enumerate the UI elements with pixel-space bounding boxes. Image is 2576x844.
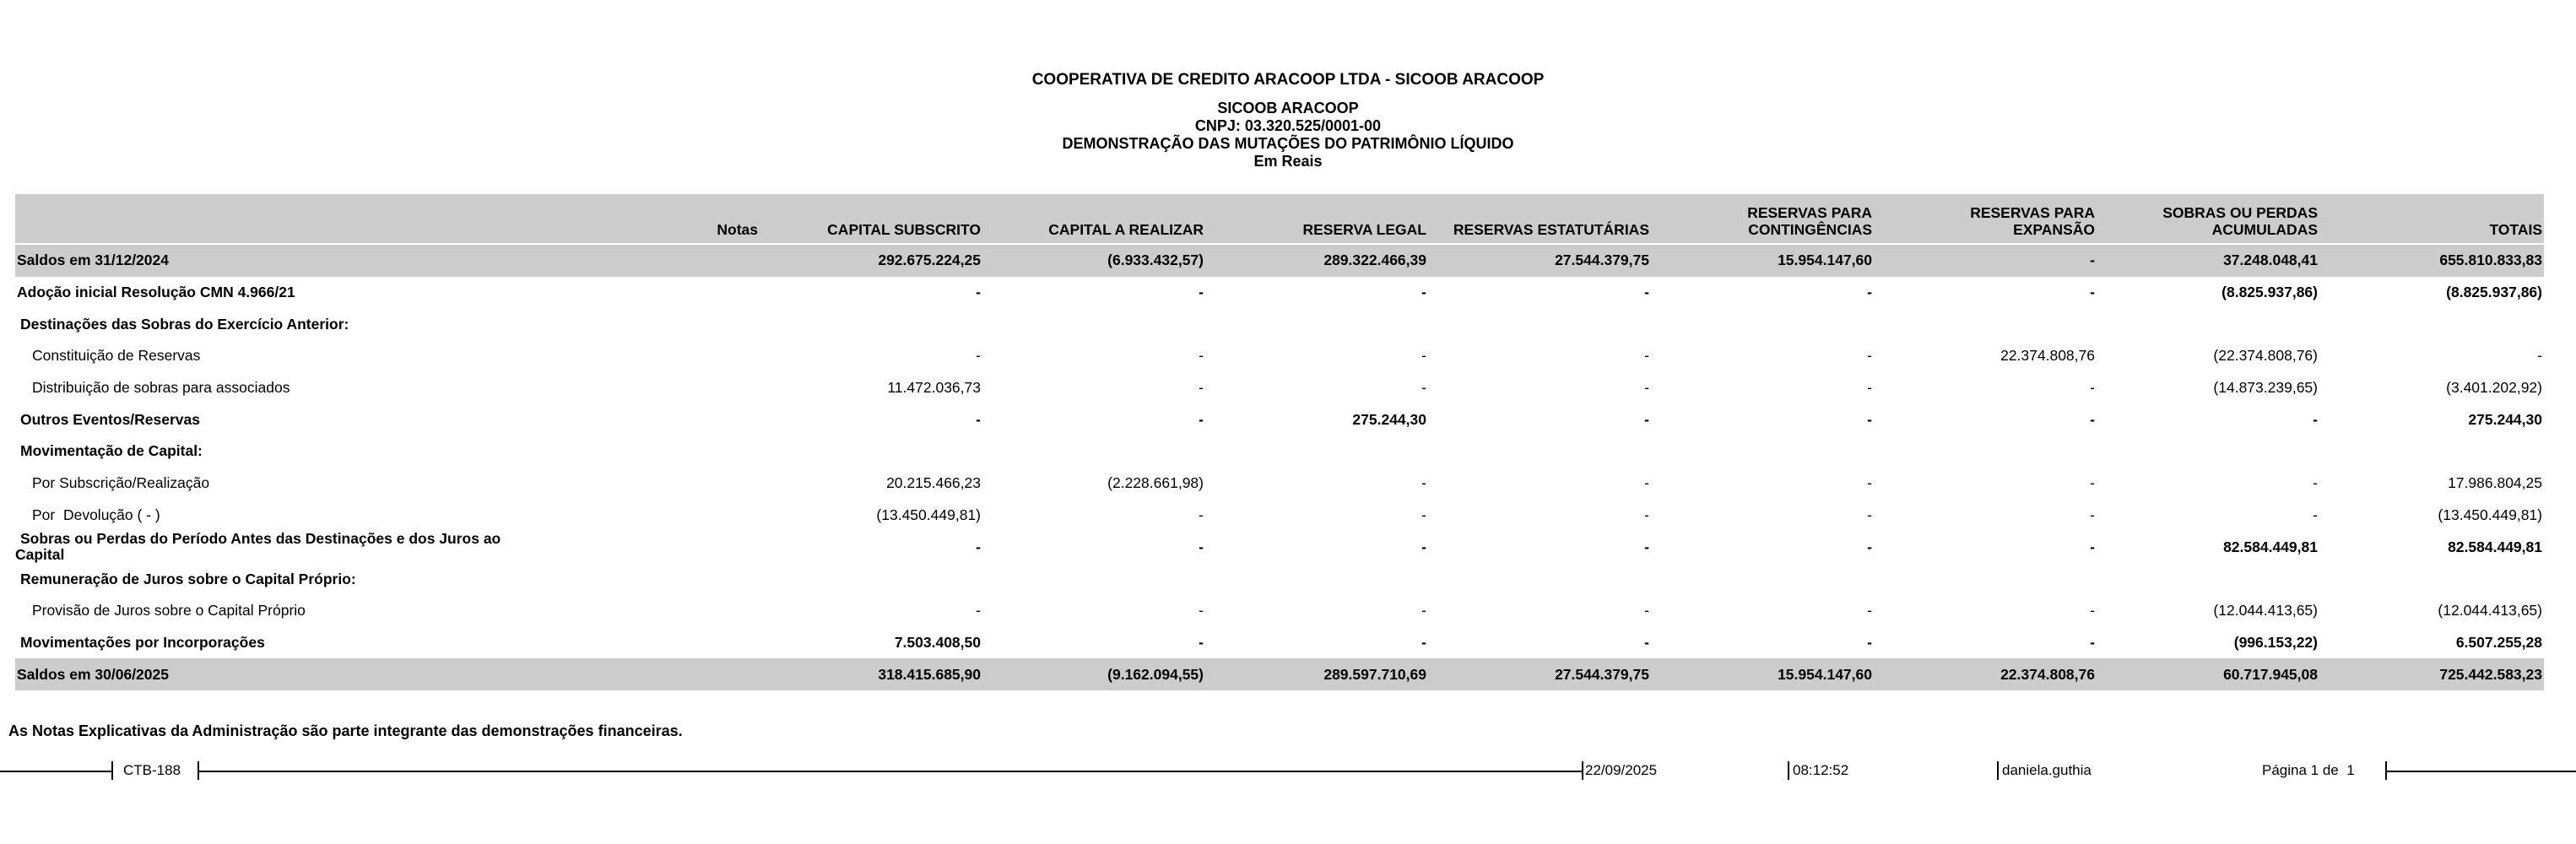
cell-value bbox=[2097, 308, 2319, 340]
cell-value: - bbox=[1199, 506, 1204, 523]
footer-page: Página 1 de 1 bbox=[2262, 762, 2355, 778]
cell-value: (14.873.239,65) bbox=[2213, 379, 2318, 397]
cell-value: - bbox=[1199, 347, 1204, 365]
cell-value: 725.442.583,23 bbox=[2319, 658, 2544, 690]
cell-value: - bbox=[1867, 347, 1872, 365]
cell-notas bbox=[535, 436, 760, 468]
cell-value: - bbox=[1644, 379, 1649, 397]
cell-value: - bbox=[1199, 284, 1204, 301]
cell-value: - bbox=[1199, 410, 1204, 428]
cell-value: - bbox=[1867, 506, 1872, 523]
row-label: Distribuição de sobras para associados bbox=[32, 379, 290, 397]
cell-value: - bbox=[1421, 506, 1426, 523]
column-header-totais: TOTAIS bbox=[2319, 194, 2544, 244]
cell-value: - bbox=[1421, 284, 1426, 301]
cell-value: - bbox=[2090, 410, 2095, 428]
company-title: COOPERATIVA DE CREDITO ARACOOP LTDA - SICOOB ARACOOP bbox=[1031, 71, 1545, 89]
table-row bbox=[15, 500, 2544, 532]
cell-value: 275.244,30 bbox=[1352, 410, 1426, 428]
cell-value: - bbox=[1867, 379, 1872, 397]
cell-notas bbox=[535, 308, 760, 340]
cell-notas bbox=[535, 595, 760, 627]
cell-notas bbox=[535, 277, 760, 309]
cell-value: 17.986.804,25 bbox=[2448, 474, 2542, 492]
row-label: Constituição de Reservas bbox=[32, 347, 201, 365]
footer-rule bbox=[0, 771, 111, 772]
cell-value: - bbox=[1644, 347, 1649, 365]
cell-value bbox=[982, 308, 1205, 340]
cell-value: (13.450.449,81) bbox=[876, 506, 981, 523]
cell-value: 22.374.808,76 bbox=[2000, 347, 2095, 365]
table-row bbox=[15, 340, 2544, 372]
footer-user: daniela.guthia bbox=[2002, 762, 2092, 778]
report-header-block bbox=[0, 100, 2576, 170]
cell-value: 292.675.224,25 bbox=[760, 244, 982, 277]
cell-value bbox=[760, 308, 982, 340]
cell-value: - bbox=[976, 284, 981, 301]
table-row bbox=[15, 436, 2544, 468]
currency-note: Em Reais bbox=[1253, 153, 1323, 170]
cell-notas bbox=[535, 563, 760, 595]
column-header-description bbox=[15, 194, 535, 244]
cell-value: - bbox=[1421, 633, 1426, 651]
cell-value bbox=[2097, 436, 2319, 468]
cell-value bbox=[1205, 308, 1428, 340]
cell-value bbox=[982, 563, 1205, 595]
cell-value: - bbox=[2313, 410, 2318, 428]
row-label: Saldos em 30/06/2025 bbox=[15, 658, 535, 690]
cell-value: (6.933.432,57) bbox=[982, 244, 1205, 277]
equity-changes-table bbox=[15, 194, 2544, 690]
cell-value: - bbox=[1867, 538, 1872, 555]
cell-value: - bbox=[1199, 633, 1204, 651]
cell-value: - bbox=[2313, 474, 2318, 492]
cell-value bbox=[2319, 563, 2544, 595]
row-label: Outros Eventos/Reservas bbox=[20, 410, 201, 428]
cell-value: - bbox=[1867, 284, 1872, 301]
cell-value: (996.153,22) bbox=[2233, 633, 2318, 651]
cell-value: - bbox=[976, 602, 981, 619]
cell-value: (22.374.808,76) bbox=[2213, 347, 2318, 365]
cell-value bbox=[1428, 308, 1651, 340]
row-label: Movimentação de Capital: bbox=[20, 442, 203, 460]
column-header-reservas-expansao: RESERVAS PARA EXPANSÃO bbox=[1874, 194, 2097, 244]
footer-separator bbox=[111, 761, 113, 780]
cell-notas bbox=[535, 468, 760, 500]
table-row bbox=[15, 277, 2544, 309]
cell-value: 60.717.945,08 bbox=[2097, 658, 2319, 690]
cell-value: 6.507.255,28 bbox=[2455, 633, 2542, 651]
cell-value: 318.415.685,90 bbox=[760, 658, 982, 690]
column-header-notas: Notas bbox=[535, 194, 760, 244]
cell-value: - bbox=[1874, 244, 2097, 277]
cell-notas bbox=[535, 531, 760, 563]
cell-value: 22.374.808,76 bbox=[1874, 658, 2097, 690]
cell-value: - bbox=[1644, 506, 1649, 523]
cell-value: (13.450.449,81) bbox=[2438, 506, 2542, 523]
cell-value: - bbox=[1867, 602, 1872, 619]
cell-value: - bbox=[1199, 538, 1204, 555]
table-row bbox=[15, 595, 2544, 627]
explanatory-note: As Notas Explicativas da Administração são parte integrante das demonstrações financeiras. bbox=[8, 722, 683, 739]
column-header-sobras-perdas: SOBRAS OU PERDAS ACUMULADAS bbox=[2097, 194, 2319, 244]
cell-value: - bbox=[1644, 474, 1649, 492]
cell-value: 27.544.379,75 bbox=[1428, 658, 1651, 690]
cell-value: - bbox=[1421, 538, 1426, 555]
cell-notas bbox=[535, 500, 760, 532]
cell-value: - bbox=[2090, 602, 2095, 619]
row-label: Sobras ou Perdas do Período Antes das Destinações e dos Juros ao Capital bbox=[15, 530, 501, 564]
cell-value: - bbox=[2090, 633, 2095, 651]
cell-value: 655.810.833,83 bbox=[2319, 244, 2544, 277]
cell-value bbox=[1428, 563, 1651, 595]
cell-value bbox=[1651, 436, 1874, 468]
cell-value: - bbox=[2090, 284, 2095, 301]
cell-notas bbox=[535, 403, 760, 436]
cnpj: CNPJ: 03.320.525/0001-00 bbox=[1194, 117, 1382, 134]
cell-notas bbox=[535, 244, 760, 277]
cell-value bbox=[1205, 436, 1428, 468]
row-label: Saldos em 31/12/2024 bbox=[15, 244, 535, 277]
cell-value: (2.228.661,98) bbox=[1107, 474, 1204, 492]
cell-value: (3.401.202,92) bbox=[2446, 379, 2542, 397]
table-row bbox=[15, 308, 2544, 340]
table-row bbox=[15, 244, 2544, 277]
cell-value: 289.597.710,69 bbox=[1205, 658, 1428, 690]
cell-value: - bbox=[1421, 379, 1426, 397]
table-row bbox=[15, 563, 2544, 595]
table-row bbox=[15, 372, 2544, 404]
footer-separator bbox=[1997, 761, 1999, 780]
cell-value: 11.472.036,73 bbox=[887, 379, 981, 397]
table-row bbox=[15, 658, 2544, 690]
cell-value: 15.954.147,60 bbox=[1651, 244, 1874, 277]
footer-rule bbox=[198, 771, 1582, 772]
cell-value bbox=[1205, 563, 1428, 595]
row-label: Remuneração de Juros sobre o Capital Próprio: bbox=[20, 570, 356, 587]
cell-value: - bbox=[2090, 538, 2095, 555]
cell-value: - bbox=[1199, 379, 1204, 397]
statement-title: DEMONSTRAÇÃO DAS MUTAÇÕES DO PATRIMÔNIO LÍQUIDO bbox=[1062, 135, 1514, 152]
cell-value: 275.244,30 bbox=[2468, 410, 2542, 428]
cell-value: - bbox=[1199, 602, 1204, 619]
column-header-capital-subscrito: CAPITAL SUBSCRITO bbox=[760, 194, 982, 244]
table-header-row bbox=[15, 194, 2544, 244]
cell-notas bbox=[535, 372, 760, 404]
cell-value: - bbox=[976, 410, 981, 428]
cell-value: - bbox=[2090, 379, 2095, 397]
column-header-reserva-legal: RESERVA LEGAL bbox=[1205, 194, 1428, 244]
table-row bbox=[15, 531, 2544, 563]
cell-value: - bbox=[1867, 633, 1872, 651]
cell-value: 7.503.408,50 bbox=[894, 633, 981, 651]
cell-value: - bbox=[1421, 347, 1426, 365]
cell-value: (8.825.937,86) bbox=[2446, 284, 2542, 301]
column-header-capital-a-realizar: CAPITAL A REALIZAR bbox=[982, 194, 1205, 244]
footer-time: 08:12:52 bbox=[1793, 762, 1849, 778]
cell-value: - bbox=[1644, 633, 1649, 651]
cell-value: (12.044.413,65) bbox=[2213, 602, 2318, 619]
cell-value: 289.322.466,39 bbox=[1205, 244, 1428, 277]
row-label: Movimentações por Incorporações bbox=[20, 633, 265, 651]
table-row bbox=[15, 627, 2544, 659]
cell-value bbox=[2319, 436, 2544, 468]
cell-value: - bbox=[1421, 602, 1426, 619]
cell-value bbox=[1428, 436, 1651, 468]
row-label: Destinações das Sobras do Exercício Anterior: bbox=[20, 315, 349, 333]
cell-value: 15.954.147,60 bbox=[1651, 658, 1874, 690]
cell-value bbox=[1874, 308, 2097, 340]
footer-separator bbox=[1788, 761, 1789, 780]
row-label: Adoção inicial Resolução CMN 4.966/21 bbox=[17, 284, 295, 301]
cell-value: 82.584.449,81 bbox=[2223, 538, 2318, 555]
cell-notas bbox=[535, 658, 760, 690]
cell-value bbox=[2097, 563, 2319, 595]
cell-value bbox=[1874, 436, 2097, 468]
cell-value: - bbox=[1867, 474, 1872, 492]
row-label: Por Subscrição/Realização bbox=[32, 474, 210, 492]
cell-value: - bbox=[2313, 506, 2318, 523]
cell-notas bbox=[535, 627, 760, 659]
column-header-reservas-contingencias: RESERVAS PARA CONTINGÊNCIAS bbox=[1651, 194, 1874, 244]
cell-value: (9.162.094,55) bbox=[982, 658, 1205, 690]
cell-value: - bbox=[2090, 474, 2095, 492]
cell-value: - bbox=[1421, 474, 1426, 492]
cell-value: 20.215.466,23 bbox=[886, 474, 981, 492]
row-label: Provisão de Juros sobre o Capital Próprio bbox=[32, 602, 306, 619]
cell-value: - bbox=[1867, 410, 1872, 428]
cell-value: (12.044.413,65) bbox=[2438, 602, 2542, 619]
footer-date: 22/09/2025 bbox=[1585, 762, 1658, 778]
row-label: Por Devolução ( - ) bbox=[32, 506, 160, 523]
table-row bbox=[15, 403, 2544, 436]
cell-value: - bbox=[1644, 602, 1649, 619]
entity-name: SICOOB ARACOOP bbox=[1217, 100, 1359, 116]
cell-value bbox=[1874, 563, 2097, 595]
cell-value: - bbox=[2537, 347, 2542, 365]
cell-value: - bbox=[2090, 506, 2095, 523]
cell-value bbox=[982, 436, 1205, 468]
cell-value: - bbox=[1644, 538, 1649, 555]
cell-value bbox=[1651, 308, 1874, 340]
cell-value: - bbox=[976, 347, 981, 365]
table-row bbox=[15, 468, 2544, 500]
cell-value: - bbox=[1644, 284, 1649, 301]
cell-value: 27.544.379,75 bbox=[1428, 244, 1651, 277]
cell-value bbox=[760, 563, 982, 595]
footer-separator bbox=[1582, 761, 1583, 780]
cell-value: - bbox=[1644, 410, 1649, 428]
cell-value bbox=[2319, 308, 2544, 340]
cell-value: 82.584.449,81 bbox=[2448, 538, 2542, 555]
footer-report-code: CTB-188 bbox=[123, 762, 181, 778]
cell-value bbox=[1651, 563, 1874, 595]
footer-rule bbox=[2385, 771, 2576, 772]
cell-value bbox=[760, 436, 982, 468]
cell-value: 37.248.048,41 bbox=[2097, 244, 2319, 277]
column-header-reservas-estatutarias: RESERVAS ESTATUTÁRIAS bbox=[1428, 194, 1651, 244]
cell-value: - bbox=[976, 538, 981, 555]
cell-value: (8.825.937,86) bbox=[2222, 284, 2318, 301]
cell-notas bbox=[535, 340, 760, 372]
